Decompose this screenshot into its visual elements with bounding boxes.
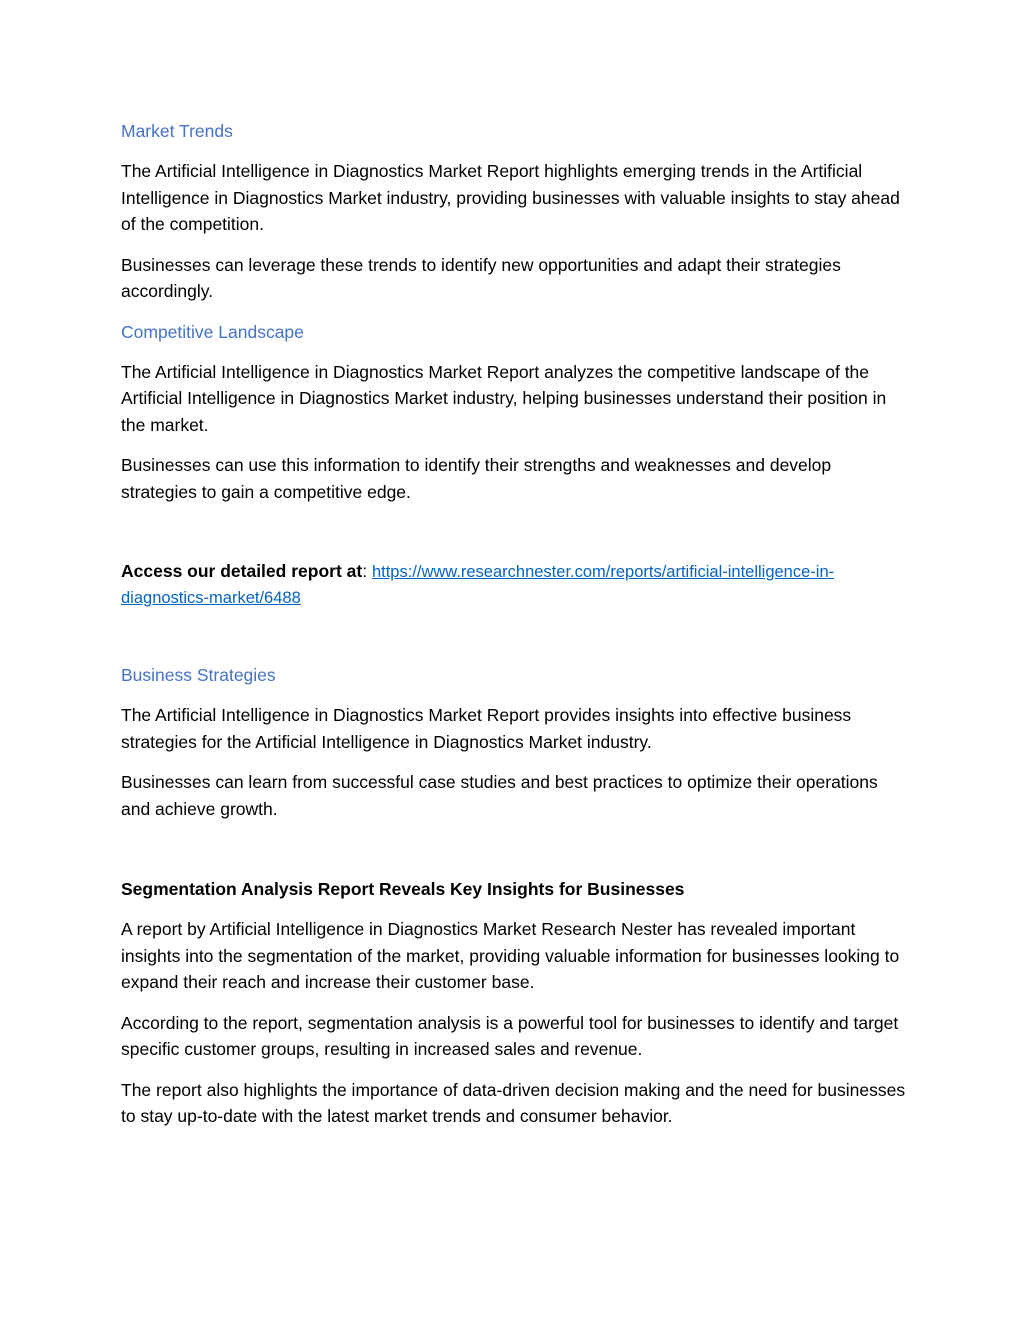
business-strategies-paragraph-2: Businesses can learn from successful case studies and best practices to optimize their operations and achieve growth. bbox=[121, 772, 878, 819]
spacer bbox=[121, 836, 911, 876]
business-strategies-heading: Business Strategies bbox=[121, 665, 276, 685]
market-trends-heading: Market Trends bbox=[121, 121, 233, 141]
competitive-landscape-paragraph-2: Businesses can use this information to identify their strengths and weaknesses and develop strategies to gain a competitive edge. bbox=[121, 455, 832, 502]
spacer bbox=[121, 519, 911, 559]
segmentation-paragraph-3: The report also highlights the importance of data-driven decision making and the need for businesses to stay up-to-date with the latest market trends and consumer behavior. bbox=[121, 1079, 906, 1126]
report-link[interactable]: https://www.researchnester.com/reports/artificial-intelligence-in-diagnostics-market/6488 bbox=[121, 563, 835, 607]
segmentation-paragraph-2: According to the report, segmentation analysis is a powerful tool for businesses to identify and target specific customer groups, resulting in increased sales and revenue. bbox=[121, 1012, 899, 1059]
competitive-landscape-paragraph-1: The Artificial Intelligence in Diagnostics Market Report analyzes the competitive landscape of the Artificial Intelligence in Diagnostics Market industry, helping businesses understand their position in the market. bbox=[121, 361, 887, 435]
business-strategies-paragraph-1: The Artificial Intelligence in Diagnostics Market Report provides insights into effective business strategies for the Artificial Intelligence in Diagnostics Market industry. bbox=[121, 705, 852, 752]
competitive-landscape-heading: Competitive Landscape bbox=[121, 321, 304, 342]
segmentation-heading: Segmentation Analysis Report Reveals Key Insights for Businesses bbox=[121, 879, 685, 899]
report-access-line bbox=[121, 559, 911, 610]
document-page bbox=[121, 118, 911, 1144]
market-trends-paragraph-1: The Artificial Intelligence in Diagnostics Market Report highlights emerging trends in the Artificial Intelligence in Diagnostics Market industry, providing businesses with valuable insights to stay ahead of the competition. bbox=[121, 161, 900, 234]
report-access-label: Access our detailed report at bbox=[121, 561, 363, 581]
report-access-separator: : bbox=[362, 561, 372, 581]
spacer bbox=[121, 610, 911, 662]
market-trends-paragraph-2: Businesses can leverage these trends to identify new opportunities and adapt their strategies accordingly. bbox=[121, 254, 841, 301]
segmentation-paragraph-1: A report by Artificial Intelligence in Diagnostics Market Research Nester has revealed important insights into the segmentation of the market, providing valuable information for businesses looking to expand their reach and increase their customer base. bbox=[121, 919, 900, 992]
